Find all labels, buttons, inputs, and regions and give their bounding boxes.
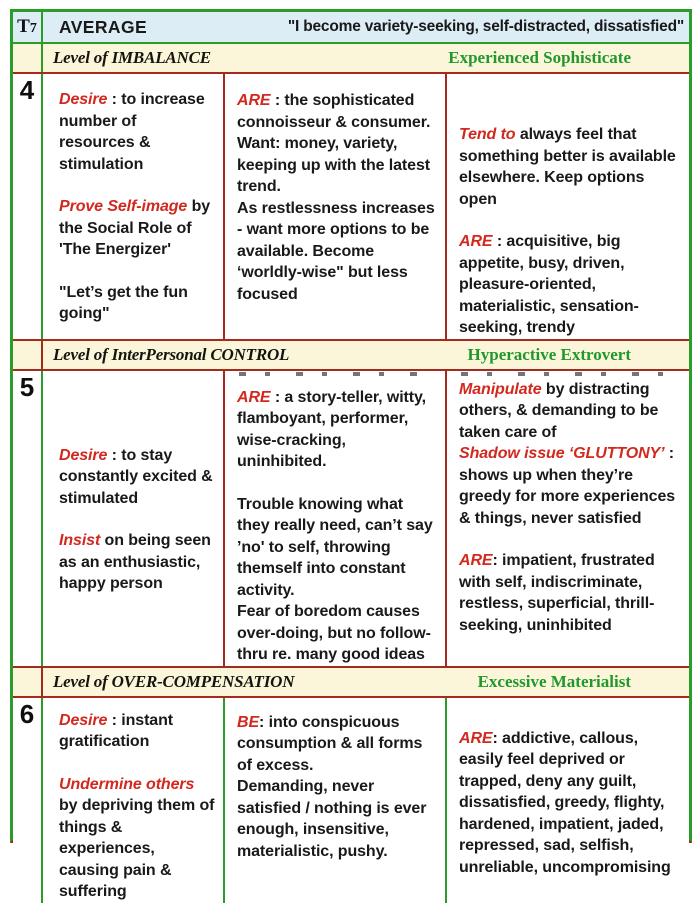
title-row <box>13 12 689 44</box>
band-imbalance-label: Level of IMBALANCE <box>53 48 211 67</box>
band-left-strip <box>13 668 43 696</box>
self-talk-quote: "I become variety-seeking, self-distracted, dissatisfied" <box>287 18 684 35</box>
band-overcomp-label: Level of OVER-COMPENSATION <box>53 671 295 691</box>
level-row-6 <box>13 698 689 903</box>
band-overcomp-sublabel: Excessive Materialist <box>477 671 631 691</box>
band-left-strip <box>13 341 43 369</box>
level6-be-cell: BE: into conspicuous consumption & all forms of excess. Demanding, never satisfied / nothing is ever enough, insensitive, materialistic, pushy. <box>223 698 445 903</box>
band-imbalance <box>13 44 689 74</box>
level-number-5: 5 <box>13 371 43 666</box>
level-number-4: 4 <box>13 74 43 339</box>
band-left-strip <box>13 44 43 72</box>
band-over-compensation <box>13 668 689 698</box>
band-control-label: Level of InterPersonal CONTROL <box>53 344 290 364</box>
level4-are-cell: ARE : the sophisticated connoisseur & consumer. Want: money, variety, keeping up with the latest trend. As restlessness increases - want more options to be available. Become ‘worldly-wise" but less focused <box>223 74 445 339</box>
type7-average-levels-table <box>10 9 692 900</box>
level-range-label: AVERAGE <box>59 16 148 37</box>
band-interpersonal-control <box>13 341 689 371</box>
clipped-text-fragment <box>461 372 665 376</box>
level-row-5 <box>13 371 689 668</box>
level6-desire-cell: Desire : instant gratification Undermine others by depriving them of things & experiences, causing pain & suffering <box>59 711 215 900</box>
title-main-cell <box>43 12 689 42</box>
level4-desire-cell: Desire : to increase number of resources & stimulation Prove Self-image by the Social Role of 'The Energizer' "Let’s get the fun going" <box>59 91 211 322</box>
clipped-text-fragment <box>239 372 421 376</box>
level-row-4 <box>13 74 689 341</box>
level4-tendto-cell: Tend to always feel that something better is available elsewhere. Keep options open ARE : acquisitive, big appetite, busy, driven, pleasure-oriented, materialistic, sensation-seeking, trendy <box>445 74 689 339</box>
type-label: T7 <box>17 16 37 37</box>
type-label-cell <box>13 12 43 42</box>
level5-manipulate-cell: Manipulate by distracting others, & demanding to be taken care of Shadow issue ‘GLUTTONY’ : shows up when they’re greedy for more experiences & things, never satisfied ARE: impatient, frustrated with self, indiscriminate, restless, superficial, thrill-seeking, uninhibited <box>445 371 689 666</box>
level6-are-cell: ARE: addictive, callous, easily feel deprived or trapped, deny any guilt, dissatisfied, greedy, flighty, hardened, impatient, jaded, repressed, sad, selfish, unreliable, uncompromising <box>445 698 689 903</box>
level5-are-cell: ARE : a story-teller, witty, flamboyant, performer, wise-cracking, uninhibited. Trouble knowing what they really need, can’t say ’no' to self, throwing themself into constant activity. Fear of boredom causes over-doing, but no follow-thru re. many good ideas <box>223 371 445 666</box>
band-control-sublabel: Hyperactive Extrovert <box>467 344 631 364</box>
band-imbalance-sublabel: Experienced Sophisticate <box>448 48 631 67</box>
level5-desire-cell: Desire : to stay constantly excited & stimulated Insist on being seen as an enthusiastic, happy person <box>59 446 213 592</box>
level-number-6: 6 <box>13 698 43 903</box>
